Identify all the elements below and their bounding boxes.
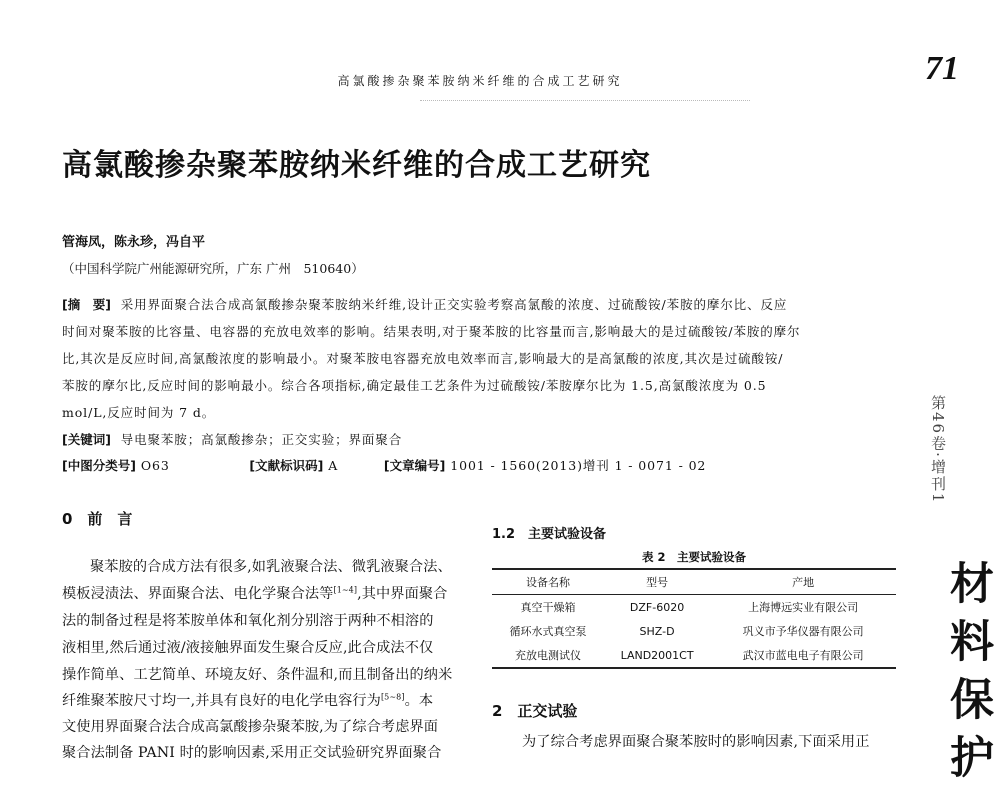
citation: [1~4]	[333, 585, 358, 595]
abstract-line: mol/L,反应时间为 7 d。	[62, 405, 216, 420]
abstract-line	[62, 295, 787, 313]
article-no-label: [文章编号]	[383, 458, 446, 473]
equipment-table	[492, 568, 896, 669]
clc-value: O63	[140, 458, 170, 473]
volume-label: 第46卷·增刊1	[929, 395, 947, 505]
section-heading-introduction: 0 前 言	[62, 510, 133, 528]
body-line	[62, 690, 433, 710]
paper-title: 高氯酸掺杂聚苯胺纳米纤维的合成工艺研究	[62, 148, 651, 183]
abstract-line: 比,其次是反应时间,高氯酸浓度的影响最小。对聚苯胺电容器充放电效率而言,影响最大的是高氯酸的浓度,其次是过硫酸铵/	[62, 351, 784, 366]
abstract-label: [摘 要]	[62, 297, 111, 312]
body-line: 聚合法制备 PANI 时的影响因素,采用正交试验研究界面聚合	[62, 745, 442, 761]
journal-logo: 材料保护	[942, 560, 993, 792]
table-cell: 循环水式真空泵	[509, 625, 587, 638]
body-line: 文使用界面聚合法合成高氯酸掺杂聚苯胺,为了综合考虑界面	[62, 719, 439, 735]
body-text: 。本	[404, 693, 434, 709]
column-header: 型号	[646, 576, 669, 589]
citation: [5~8]	[380, 692, 405, 702]
table-cell: 武汉市蓝电电子有限公司	[742, 649, 864, 662]
table-row	[492, 619, 896, 643]
body-line: 聚苯胺的合成方法有很多,如乳液聚合法、微乳液聚合法、	[90, 559, 452, 575]
doc-code-label: [文献标识码]	[249, 458, 324, 473]
table-cell: 真空干燥箱	[520, 601, 576, 614]
body-text: ,其中界面聚合	[357, 586, 448, 602]
doc-code-value: A	[328, 458, 339, 473]
table-header-row	[492, 569, 896, 595]
body-text: 纤维聚苯胺尺寸均一,并具有良好的电化学电容行为	[62, 693, 381, 709]
column-header: 产地	[792, 576, 815, 589]
body-line	[62, 583, 447, 603]
affiliation: （中国科学院广州能源研究所，广东 广州 510640）	[62, 261, 364, 276]
article-no-value: 1001 - 1560(2013)增刊 1 - 0071 - 02	[450, 458, 707, 473]
section-heading-orthogonal: 2 正交试验	[492, 702, 578, 720]
table-caption: 表 2 主要试验设备	[641, 550, 746, 564]
page-number: 71	[925, 50, 959, 87]
abstract-line: 时间对聚苯胺的比容量、电容器的充放电效率的影响。结果表明,对于聚苯胺的比容量而言,影响最大的是过硫酸铵/苯胺的摩尔	[62, 324, 801, 339]
body-line: 为了综合考虑界面聚合聚苯胺时的影响因素,下面采用正	[522, 734, 870, 750]
table-row	[492, 643, 896, 668]
abstract-text: 采用界面聚合法合成高氯酸掺杂聚苯胺纳米纤维,设计正交实验考察高氯酸的浓度、过硫酸铵/苯胺的摩尔比、反应	[120, 297, 788, 312]
running-header: 高氯酸掺杂聚苯胺纳米纤维的合成工艺研究	[337, 74, 623, 88]
abstract-line: 苯胺的摩尔比,反应时间的影响最小。综合各项指标,确定最佳工艺条件为过硫酸铵/苯胺摩尔比为 1.5,高氯酸浓度为 0.5	[62, 378, 767, 393]
table-row	[492, 595, 896, 620]
table-cell: SHZ-D	[639, 624, 675, 638]
body-line: 液相里,然后通过液/液接触界面发生聚合反应,此合成法不仅	[62, 640, 434, 656]
table-cell: 上海博远实业有限公司	[748, 601, 859, 614]
classification	[62, 456, 706, 474]
table-cell: 充放电测试仪	[514, 649, 581, 662]
column-header: 设备名称	[525, 576, 570, 589]
table-cell: LAND2001CT	[620, 648, 694, 662]
authors: 管海凤，陈永珍，冯自平	[62, 235, 206, 250]
body-text: 模板浸渍法、界面聚合法、电化学聚合法等	[62, 586, 334, 602]
table-cell: DZF-6020	[629, 600, 685, 614]
keywords	[62, 430, 402, 448]
body-line: 操作简单、工艺简单、环境友好、条件温和,而且制备出的纳米	[62, 667, 453, 683]
keywords-value: 导电聚苯胺；高氯酸掺杂；正交实验；界面聚合	[120, 432, 403, 447]
body-line: 法的制备过程是将苯胺单体和氧化剂分别溶于两种不相溶的	[62, 613, 434, 629]
table-cell: 巩义市予华仪器有限公司	[742, 625, 864, 638]
clc-label: [中图分类号]	[62, 458, 136, 473]
keywords-label: [关键词]	[62, 432, 111, 447]
section-heading-equipment: 1.2 主要试验设备	[492, 527, 607, 542]
header-rule	[420, 100, 750, 101]
